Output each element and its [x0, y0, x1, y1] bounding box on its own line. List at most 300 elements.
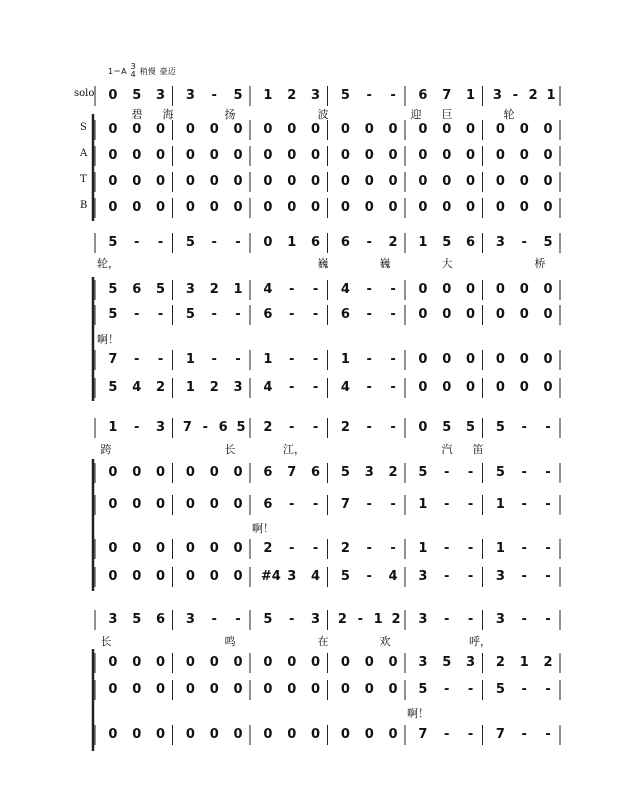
note: 0 [543, 122, 553, 137]
note: 2 [340, 541, 350, 556]
note: 0 [156, 148, 166, 163]
note: 0 [209, 148, 219, 163]
note: 6 [311, 465, 321, 480]
note: 0 [418, 352, 428, 367]
note: 0 [209, 497, 219, 512]
note: - [444, 727, 450, 742]
note: 4 [340, 380, 350, 395]
note: 0 [519, 352, 529, 367]
lyric-syllable: 江， [283, 443, 305, 456]
note: 0 [340, 200, 350, 215]
note: 4 [388, 569, 398, 584]
note: 0 [209, 465, 219, 480]
note: 0 [233, 682, 243, 697]
note: 3 [495, 612, 505, 627]
note: 0 [132, 655, 142, 670]
note: - [157, 235, 164, 250]
note: 0 [132, 569, 142, 584]
note: 3 [492, 88, 502, 103]
note: 0 [418, 148, 428, 163]
note: - [289, 420, 295, 435]
note: 2 [388, 465, 398, 480]
note: - [390, 380, 396, 395]
lyric-syllable: 迎 [410, 108, 422, 121]
note: 3 [156, 420, 166, 435]
note: - [366, 380, 372, 395]
part-label-bass: B [80, 200, 88, 211]
note: 0 [311, 174, 321, 189]
lyric-extra: 啊！ [407, 707, 429, 720]
note: 0 [519, 148, 529, 163]
lyric-syllable: 轮， [97, 257, 119, 270]
note: - [312, 352, 319, 367]
note: - [289, 380, 295, 395]
note: - [366, 307, 372, 322]
note: 0 [442, 352, 452, 367]
note: - [366, 541, 372, 556]
note: 3 [466, 655, 476, 670]
note: 0 [185, 655, 195, 670]
note: 0 [108, 148, 118, 163]
note: 4 [132, 380, 142, 395]
note: 0 [340, 682, 350, 697]
note: 5 [543, 235, 553, 250]
note: - [545, 497, 551, 512]
note: - [312, 307, 319, 322]
note: 0 [287, 682, 297, 697]
note: 0 [263, 655, 273, 670]
note: 0 [233, 541, 243, 556]
note: - [545, 569, 551, 584]
note: - [366, 282, 372, 297]
note: - [390, 88, 396, 103]
note: 0 [132, 541, 142, 556]
note: 0 [263, 682, 273, 697]
note: 2 [209, 380, 219, 395]
note: 0 [185, 497, 195, 512]
note: 0 [364, 122, 374, 137]
note: 7 [340, 497, 350, 512]
note: 0 [442, 307, 452, 322]
note: 0 [263, 727, 273, 742]
note: 1 [108, 420, 118, 435]
note: 0 [233, 174, 243, 189]
note: 6 [218, 420, 228, 435]
note: 0 [364, 174, 374, 189]
note: - [545, 465, 551, 480]
note: 0 [543, 282, 553, 297]
note: - [467, 727, 474, 742]
note: 0 [233, 569, 243, 584]
note: - [545, 541, 551, 556]
note: 0 [418, 200, 428, 215]
note: 1 [263, 352, 273, 367]
note: 2 [543, 655, 553, 670]
note: 0 [263, 174, 273, 189]
note: 7 [182, 420, 192, 435]
note: 0 [495, 352, 505, 367]
note: - [235, 235, 241, 250]
note: 2 [263, 541, 273, 556]
note: 0 [209, 200, 219, 215]
note: 0 [132, 148, 142, 163]
note: - [521, 420, 527, 435]
note: - [545, 612, 551, 627]
note: 0 [340, 174, 350, 189]
note: 0 [132, 497, 142, 512]
note: 5 [236, 420, 246, 435]
note: 0 [108, 465, 118, 480]
note: 6 [263, 465, 273, 480]
note: 5 [466, 420, 476, 435]
note: - [366, 497, 372, 512]
note: 0 [519, 122, 529, 137]
time-numerator: 3 [130, 62, 136, 71]
note: 0 [311, 122, 321, 137]
note: 5 [132, 88, 142, 103]
note: 0 [418, 122, 428, 137]
note: 2 [340, 420, 350, 435]
note: 0 [364, 727, 374, 742]
note: 2 [528, 88, 538, 103]
part-label-tenor: T [80, 174, 87, 185]
note: 5 [340, 569, 350, 584]
note: 0 [185, 569, 195, 584]
note: 0 [418, 174, 428, 189]
note: 0 [287, 148, 297, 163]
note: - [134, 307, 140, 322]
note: 0 [185, 122, 195, 137]
note: 0 [108, 174, 118, 189]
note: 0 [209, 727, 219, 742]
note: - [157, 352, 164, 367]
note: 0 [108, 122, 118, 137]
note: 0 [418, 307, 428, 322]
note: 6 [466, 235, 476, 250]
expression-marking: 豪迈 [159, 66, 176, 76]
note: - [235, 307, 241, 322]
lyric-syllable: 轮 [503, 108, 515, 121]
lyric-syllable: 海 [162, 108, 174, 121]
note: 0 [495, 174, 505, 189]
note: - [289, 541, 295, 556]
lyric-extra: 啊！ [252, 522, 274, 535]
note: - [545, 420, 551, 435]
note: 0 [108, 727, 118, 742]
note: - [211, 612, 217, 627]
note: 0 [233, 122, 243, 137]
part-label-solo: solo [74, 88, 95, 99]
note: 3 [364, 465, 374, 480]
note: 0 [311, 727, 321, 742]
note: - [512, 88, 519, 103]
note: 0 [543, 352, 553, 367]
note: 0 [156, 727, 166, 742]
note: 1 [185, 352, 195, 367]
note: 1 [287, 235, 297, 250]
note: - [289, 612, 295, 627]
note: - [289, 307, 295, 322]
note: - [545, 682, 551, 697]
key-signature: 1＝A [108, 66, 127, 76]
note: - [357, 612, 364, 627]
note: 2 [209, 282, 219, 297]
note: 0 [156, 569, 166, 584]
note: 0 [185, 174, 195, 189]
note: 0 [519, 307, 529, 322]
lyric-syllable: 欢 [379, 635, 391, 648]
note: 0 [388, 174, 398, 189]
note: 0 [340, 655, 350, 670]
note: 6 [263, 497, 273, 512]
note: - [366, 420, 372, 435]
note: 0 [233, 200, 243, 215]
note: - [390, 307, 396, 322]
note: 5 [233, 88, 243, 103]
note: 0 [418, 380, 428, 395]
note: 3 [418, 569, 428, 584]
note: - [312, 420, 319, 435]
note: - [467, 541, 474, 556]
note: 0 [156, 497, 166, 512]
note: 0 [466, 122, 476, 137]
lyric-syllable: 汽 [441, 443, 453, 456]
note: 1 [495, 497, 505, 512]
note: - [390, 497, 396, 512]
note: 0 [185, 727, 195, 742]
note: 0 [233, 465, 243, 480]
note: 0 [364, 148, 374, 163]
lyric-syllable: 笛 [472, 443, 484, 456]
note: 0 [185, 541, 195, 556]
note: 1 [340, 352, 350, 367]
note: 5 [418, 682, 428, 697]
note: - [521, 612, 527, 627]
note: 0 [364, 682, 374, 697]
note: 0 [388, 122, 398, 137]
note: 2 [391, 612, 401, 627]
note: 6 [340, 235, 350, 250]
note: 0 [388, 200, 398, 215]
note: 0 [311, 682, 321, 697]
note: 0 [233, 497, 243, 512]
note: 5 [442, 655, 452, 670]
note: 7 [442, 88, 452, 103]
note: 0 [466, 148, 476, 163]
lyric-syllable: 长 [100, 635, 112, 648]
note: 3 [185, 612, 195, 627]
note: 3 [495, 235, 505, 250]
note: 0 [519, 174, 529, 189]
note: 6 [132, 282, 142, 297]
note: 0 [466, 200, 476, 215]
note: - [289, 497, 295, 512]
note: 5 [442, 420, 452, 435]
note: 1 [546, 88, 556, 103]
lyric-syllable: 巍 [317, 257, 329, 270]
note: 0 [388, 682, 398, 697]
note: 0 [132, 727, 142, 742]
note: 0 [543, 200, 553, 215]
note: 6 [156, 612, 166, 627]
note: 4 [263, 380, 273, 395]
note: 0 [388, 655, 398, 670]
note: 5 [108, 380, 118, 395]
note: - [366, 352, 372, 367]
note: 0 [233, 655, 243, 670]
note: 0 [495, 380, 505, 395]
note: - [211, 235, 217, 250]
note: 0 [209, 122, 219, 137]
note: 0 [418, 420, 428, 435]
note: 0 [287, 200, 297, 215]
note: 0 [442, 200, 452, 215]
note: - [134, 352, 140, 367]
note: 0 [519, 282, 529, 297]
note: 0 [185, 682, 195, 697]
note: - [521, 497, 527, 512]
note: 0 [108, 88, 118, 103]
note: - [312, 282, 319, 297]
note: - [444, 682, 450, 697]
note: - [235, 612, 241, 627]
note: 0 [311, 200, 321, 215]
note: 0 [108, 682, 118, 697]
note: 1 [418, 235, 428, 250]
note: - [134, 420, 140, 435]
lyric-syllable: 碧 [131, 108, 143, 121]
note: 0 [340, 122, 350, 137]
note: 5 [185, 235, 195, 250]
note: 4 [340, 282, 350, 297]
note: 0 [108, 655, 118, 670]
note: 0 [185, 200, 195, 215]
note: - [521, 727, 527, 742]
note: 7 [287, 465, 297, 480]
note: 3 [156, 88, 166, 103]
note: 0 [132, 174, 142, 189]
note: 1 [185, 380, 195, 395]
note: 3 [311, 88, 321, 103]
note: - [521, 541, 527, 556]
note: 0 [287, 727, 297, 742]
note: 0 [495, 148, 505, 163]
note: 5 [495, 465, 505, 480]
lyric-syllable: 鸣 [224, 635, 236, 648]
note: 0 [442, 122, 452, 137]
note: 3 [185, 88, 195, 103]
note: 0 [442, 282, 452, 297]
note: - [390, 420, 396, 435]
note: 0 [340, 148, 350, 163]
note: - [521, 682, 527, 697]
note: 5 [108, 307, 118, 322]
note: 3 [287, 569, 297, 584]
note: - [467, 682, 474, 697]
note: 0 [442, 174, 452, 189]
note: 0 [418, 282, 428, 297]
note: 6 [418, 88, 428, 103]
part-label-alto: A [80, 148, 88, 159]
note: 0 [263, 235, 273, 250]
note: 5 [185, 307, 195, 322]
lyric-syllable: 桥 [534, 257, 546, 270]
note: - [211, 352, 217, 367]
note: 0 [108, 200, 118, 215]
note: 0 [156, 682, 166, 697]
note: - [235, 352, 241, 367]
note: 6 [263, 307, 273, 322]
note: 0 [287, 122, 297, 137]
note: 5 [132, 612, 142, 627]
note: 3 [418, 655, 428, 670]
note: 0 [233, 727, 243, 742]
note: 2 [337, 612, 347, 627]
note: 0 [311, 148, 321, 163]
note: 3 [418, 612, 428, 627]
note: 2 [388, 235, 398, 250]
lyric-syllable: 巨 [441, 108, 453, 121]
lyric-syllable: 大 [441, 257, 453, 270]
note: 5 [442, 235, 452, 250]
note: 1 [233, 282, 243, 297]
note: 7 [495, 727, 505, 742]
note: - [211, 307, 217, 322]
note: 6 [340, 307, 350, 322]
note: 5 [495, 682, 505, 697]
note: - [390, 282, 396, 297]
note: 0 [466, 307, 476, 322]
note: - [444, 612, 450, 627]
note: 0 [388, 727, 398, 742]
note: 2 [287, 88, 297, 103]
note: - [467, 497, 474, 512]
lyric-syllable: 波 [317, 108, 329, 121]
note: 0 [364, 200, 374, 215]
note: 5 [156, 282, 166, 297]
note: - [134, 235, 140, 250]
lyric-syllable: 扬 [224, 108, 236, 121]
note: - [390, 352, 396, 367]
note: 0 [543, 307, 553, 322]
lyric-extra: 啊！ [97, 333, 119, 346]
note: 7 [108, 352, 118, 367]
note: - [444, 465, 450, 480]
note: 0 [495, 307, 505, 322]
note: - [521, 465, 527, 480]
note: 0 [132, 200, 142, 215]
note: 5 [108, 282, 118, 297]
note: #4 [260, 569, 281, 584]
note: - [366, 235, 372, 250]
lyric-syllable: 长 [224, 443, 236, 456]
note: 0 [263, 148, 273, 163]
note: 0 [156, 655, 166, 670]
note: - [390, 541, 396, 556]
note: 2 [263, 420, 273, 435]
note: 0 [108, 541, 118, 556]
note: 0 [132, 465, 142, 480]
note: 0 [495, 282, 505, 297]
note: 0 [156, 200, 166, 215]
note: 0 [495, 122, 505, 137]
note: - [521, 569, 527, 584]
note: - [444, 541, 450, 556]
note: 0 [209, 569, 219, 584]
note: 0 [156, 465, 166, 480]
note: - [467, 465, 474, 480]
note: 0 [263, 200, 273, 215]
